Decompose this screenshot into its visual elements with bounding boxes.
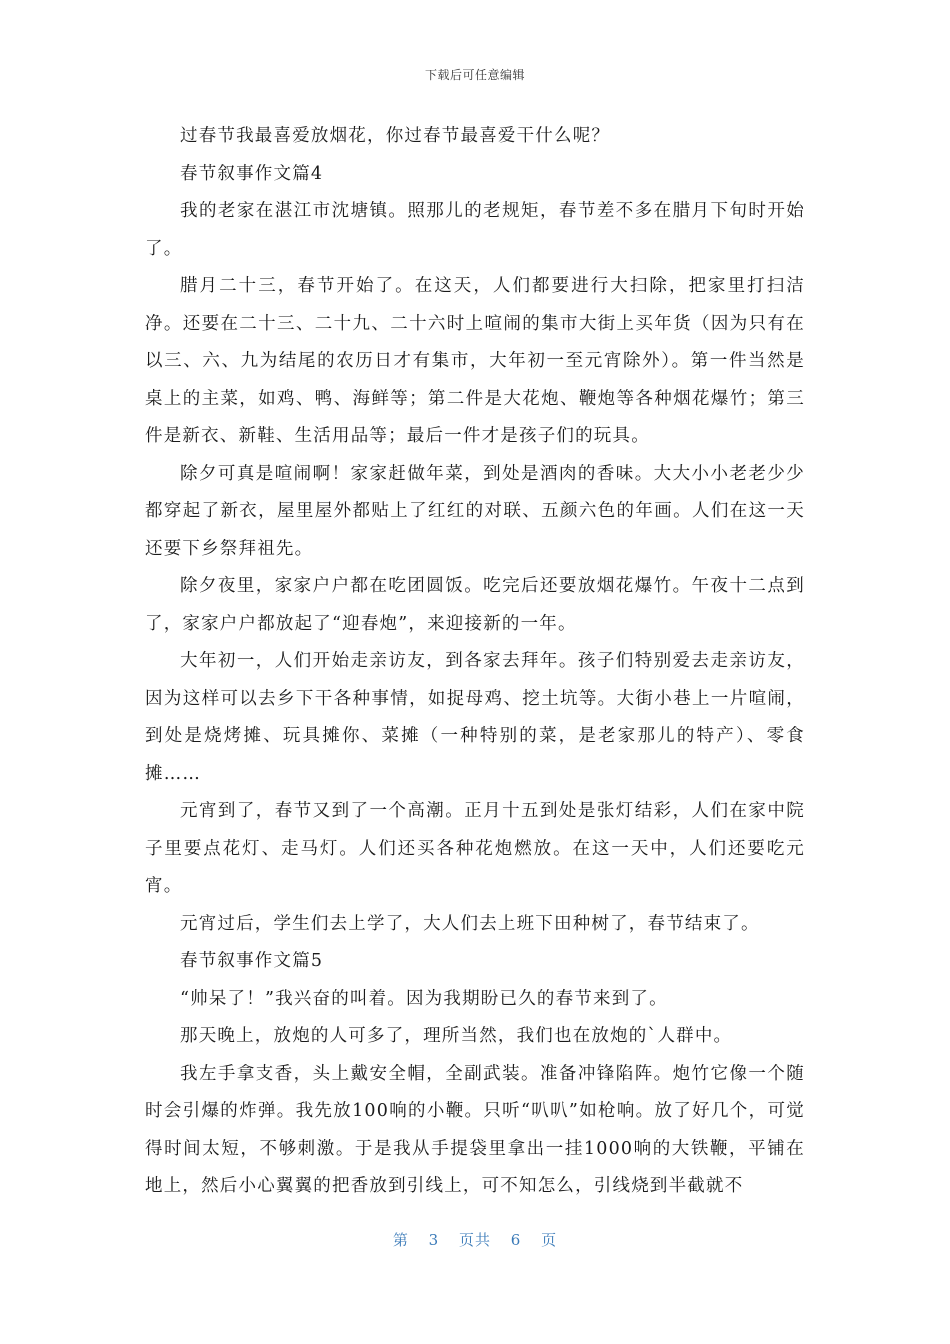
section-heading: 春节叙事作文篇4 [180, 163, 324, 184]
paragraph: 我的老家在湛江市沈塘镇。照那儿的老规矩，春节差不多在腊月下旬时开始了。 [145, 201, 805, 259]
header-text: 下载后可任意编辑 [424, 68, 525, 82]
paragraph: 除夕夜里，家家户户都在吃团圆饭。吃完后还要放烟花爆竹。午夜十二点到了，家家户户都放起了“迎春炮”，来迎接新的一年。 [145, 576, 805, 634]
page-number-label: 第 3 页共 6 页 [392, 1231, 558, 1249]
paragraph: 腊月二十三，春节开始了。在这天，人们都要进行大扫除，把家里打扫洁净。还要在二十三、二十九、二十六时上喧闹的集市大街上买年货（因为只有在以三、六、九为结尾的农历日才有集市，大年初一至元宵除外）。第一件当然是桌上的主菜，如鸡、鸭、海鲜等；第二件是大花炮、鞭炮等各种烟花爆竹；第三件是新衣、新鞋、生活用品等；最后一件才是孩子们的玩具。 [145, 276, 805, 446]
paragraph: 我左手拿支香，头上戴安全帽，全副武装。准备冲锋陷阵。炮竹它像一个随时会引爆的炸弹。我先放100响的小鞭。只听“叭叭”如枪响。放了好几个，可觉得时间太短，不够刺激。于是我从手提袋里拿出一挂1000响的大铁鞭，平铺在地上，然后小心翼翼的把香放到引线上，可不知怎么，引线烧到半截就不 [145, 1063, 805, 1196]
page-footer [0, 1229, 950, 1250]
paragraph: 元宵到了，春节又到了一个高潮。正月十五到处是张灯结彩，人们在家中院子里要点花灯、走马灯。人们还买各种花炮燃放。在这一天中，人们还要吃元宵。 [145, 801, 805, 896]
paragraph: 那天晚上，放炮的人可多了，理所当然，我们也在放炮的`人群中。 [180, 1026, 733, 1046]
paragraph: 过春节我最喜爱放烟花，你过春节最喜爱干什么呢？ [180, 126, 611, 146]
paragraph: 大年初一，人们开始走亲访友，到各家去拜年。孩子们特别爱去走亲访友，因为这样可以去乡下干各种事情，如捉母鸡、挖土坑等。大街小巷上一片喧闹，到处是烧烤摊、玩具摊你、菜摊（一种特别的菜，是老家那儿的特产）、零食摊…… [145, 651, 805, 784]
paragraph: 除夕可真是喧闹啊！家家赶做年菜，到处是酒肉的香味。大大小小老老少少都穿起了新衣，屋里屋外都贴上了红红的对联、五颜六色的年画。人们在这一天还要下乡祭拜祖先。 [145, 463, 805, 559]
document-body [145, 118, 805, 1206]
page-header [0, 66, 950, 83]
paragraph: “帅呆了！”我兴奋的叫着。因为我期盼已久的春节来到了。 [180, 988, 668, 1009]
section-heading: 春节叙事作文篇5 [180, 951, 324, 971]
paragraph: 元宵过后，学生们去上学了，大人们去上班下田种树了，春节结束了。 [180, 913, 760, 934]
